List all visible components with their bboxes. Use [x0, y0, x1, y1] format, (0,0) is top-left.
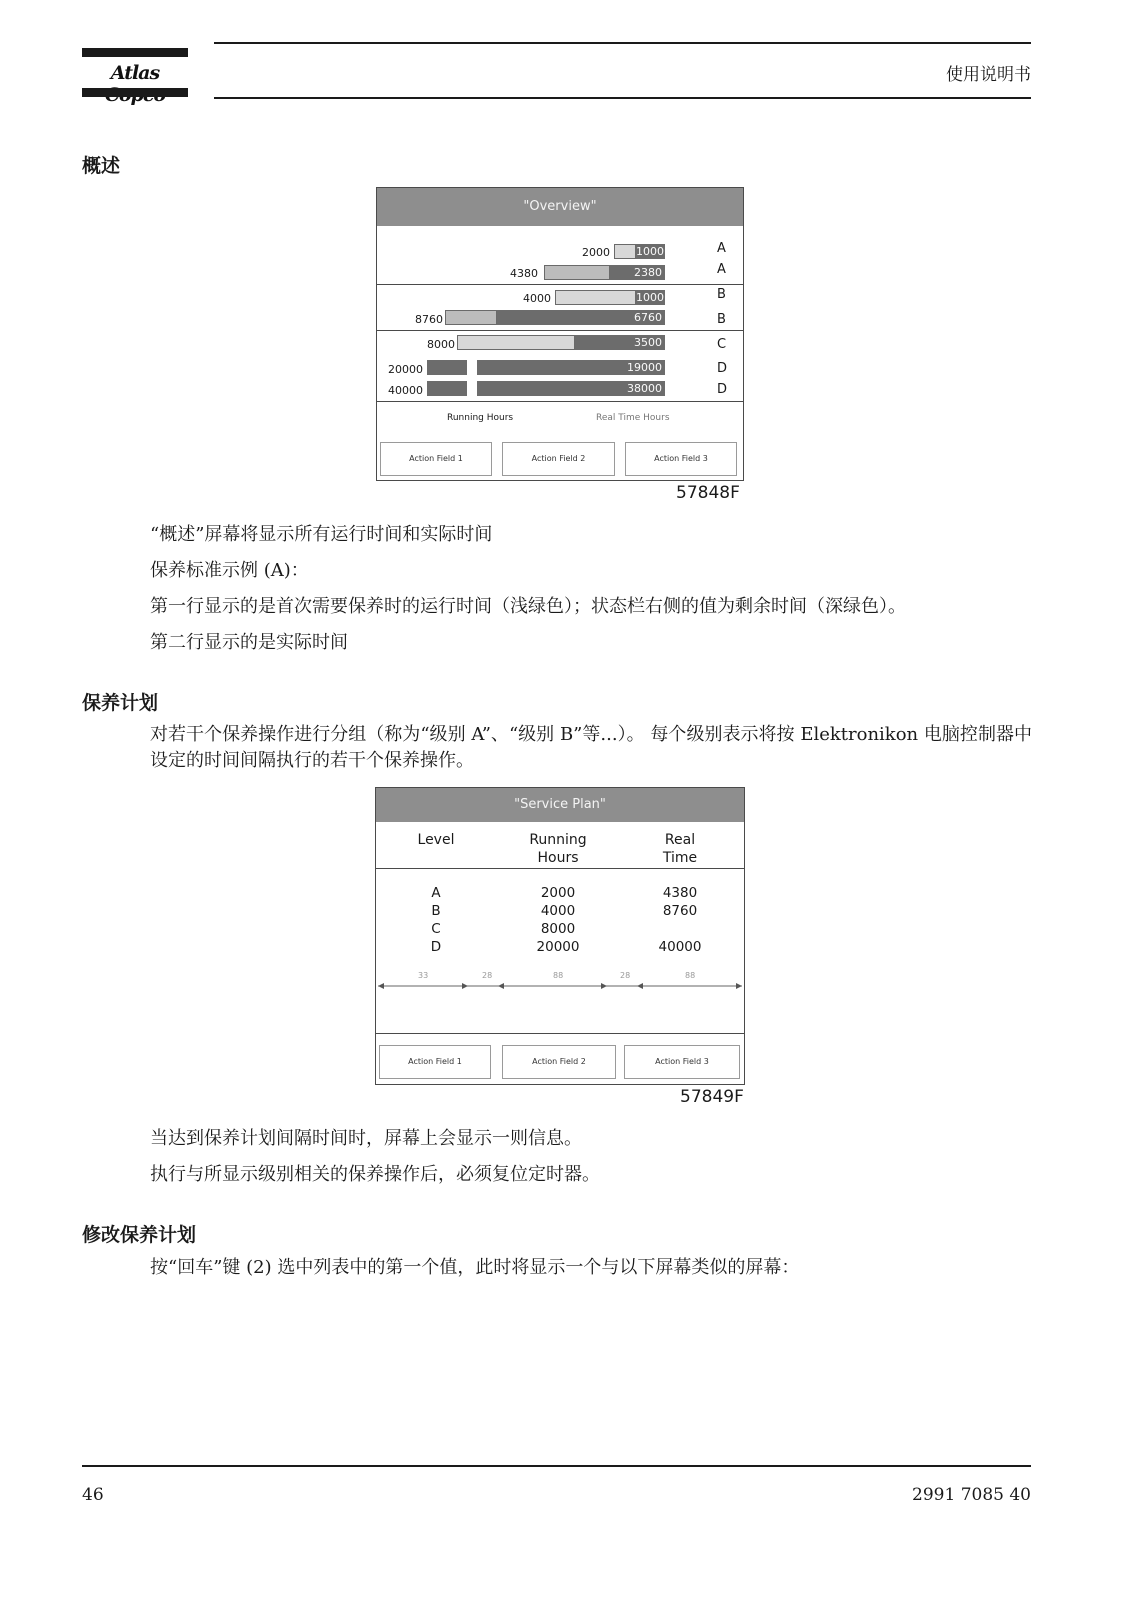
running-hours-legend: Running Hours: [447, 413, 514, 423]
running-hours-value: 20000: [536, 939, 580, 955]
service-plan-header-divider: [376, 868, 744, 869]
overview-running-bar: [614, 244, 636, 259]
real-time-value: 4380: [662, 885, 698, 901]
logo-top-bar: [82, 48, 188, 57]
column-width-annotation: 28: [482, 971, 493, 980]
running-hours-value: 2000: [540, 885, 576, 901]
column-header-line: Time: [662, 850, 698, 866]
overview-remaining-bar: 1000: [636, 245, 664, 258]
overview-row-divider: [377, 330, 743, 331]
action-field-1-button[interactable]: Action Field 1: [379, 1045, 491, 1079]
service-plan-paragraph: 执行与所显示级别相关的保养操作后，必须复位定时器。: [150, 1164, 600, 1185]
overview-total-value: 2000: [582, 246, 610, 259]
level-value: C: [431, 921, 441, 937]
atlas-copco-logo: [82, 48, 188, 100]
overview-paragraph: 第二行显示的是实际时间: [150, 632, 348, 653]
overview-level-letter: D: [717, 361, 728, 376]
column-header-line: Running: [529, 832, 587, 848]
action-field-3-button[interactable]: Action Field 3: [625, 442, 737, 476]
level-value: D: [430, 939, 442, 955]
level-column: [396, 884, 476, 956]
logo-wordmark: Atlas: [110, 62, 160, 84]
column-width-annotation: 28: [620, 971, 631, 980]
service-plan-footer-divider: [376, 1033, 744, 1034]
overview-remaining-bar: 3500: [575, 335, 665, 350]
service-plan-intro: 对若干个保养操作进行分组（称为“级别 A”、“级别 B”等...）。 每个级别表示将按 Elektronikon 电脑控制器中设定的时间间隔执行的若干个保养操作。: [150, 724, 1032, 771]
service-plan-title-bar: "Service Plan": [376, 788, 744, 822]
action-field-2-button[interactable]: Action Field 2: [502, 442, 615, 476]
overview-legend-divider: [377, 401, 743, 402]
overview-level-letter: A: [717, 262, 726, 277]
level-value: B: [431, 903, 441, 919]
overview-running-bar: [544, 265, 610, 280]
running-hours-value: 8000: [540, 921, 576, 937]
overview-level-letter: A: [717, 241, 726, 256]
section-heading-service-plan: 保养计划: [82, 692, 159, 714]
figure-code-service-plan: 57849F: [680, 1087, 744, 1107]
overview-running-bar: [427, 360, 467, 375]
section-heading-modify-service-plan: 修改保养计划: [82, 1224, 197, 1246]
real-time-value: 40000: [658, 939, 702, 955]
overview-level-letter: C: [717, 337, 727, 352]
column-width-annotation: 33: [418, 971, 429, 980]
overview-total-value: 40000: [388, 384, 423, 397]
column-header-level: [396, 831, 476, 849]
overview-level-letter: B: [717, 312, 726, 327]
column-header-real-time: [640, 831, 720, 867]
real-time-column: [640, 884, 720, 956]
section-heading-overview: 概述: [82, 155, 121, 177]
overview-paragraph: “概述”屏幕将显示所有运行时间和实际时间: [150, 524, 493, 545]
level-value: A: [431, 885, 441, 901]
overview-paragraph: 保养标准示例 (A)：: [150, 560, 309, 581]
real-time-value: [640, 920, 720, 938]
column-width-annotation: 88: [553, 971, 564, 980]
overview-level-letter: B: [717, 287, 726, 302]
footer-rule: [82, 1465, 1031, 1467]
action-field-2-button[interactable]: Action Field 2: [502, 1045, 616, 1079]
overview-running-bar: [445, 310, 497, 325]
action-field-3-button[interactable]: Action Field 3: [624, 1045, 740, 1079]
overview-total-value: 8760: [415, 313, 443, 326]
document-number: 2991 7085 40: [912, 1485, 1031, 1505]
action-field-1-button[interactable]: Action Field 1: [380, 442, 492, 476]
modify-plan-paragraph: 按“回车”键 (2) 选中列表中的第一个值，此时将显示一个与以下屏幕类似的屏幕：: [150, 1257, 800, 1278]
overview-total-value: 8000: [427, 338, 455, 351]
overview-running-bar: [427, 381, 467, 396]
overview-running-bar: [457, 335, 575, 350]
overview-row-divider: [377, 284, 743, 285]
page-number: 46: [82, 1485, 104, 1505]
real-time-hours-legend: Real Time Hours: [596, 413, 670, 423]
logo-bottom-bar: [82, 88, 188, 97]
overview-paragraph: 第一行显示的是首次需要保养时的运行时间（浅绿色）；状态栏右侧的值为剩余时间（深绿色）。: [150, 596, 906, 617]
running-hours-column: [518, 884, 598, 956]
header-bottom-rule: [214, 97, 1031, 99]
column-header-line: Real: [664, 832, 696, 848]
overview-title-bar: "Overview": [377, 188, 743, 226]
column-width-annotation: 88: [685, 971, 696, 980]
document-type-label: 使用说明书: [946, 65, 1031, 85]
column-width-dimension-line: [376, 980, 744, 992]
real-time-value: 8760: [662, 903, 698, 919]
overview-level-letter: D: [717, 382, 728, 397]
header-top-rule: [214, 42, 1031, 44]
overview-remaining-bar: 6760: [497, 310, 665, 325]
overview-total-value: 20000: [388, 363, 423, 376]
running-hours-value: 4000: [540, 903, 576, 919]
service-plan-paragraph: 当达到保养计划间隔时间时，屏幕上会显示一则信息。: [150, 1128, 582, 1149]
overview-remaining-bar: 19000: [477, 360, 665, 375]
column-header-line: Level: [417, 832, 455, 848]
figure-code-overview: 57848F: [676, 483, 740, 503]
column-header-line: Hours: [537, 850, 579, 866]
overview-screen: [376, 187, 744, 481]
overview-remaining-bar: 38000: [477, 381, 665, 396]
overview-remaining-bar: 1000: [636, 291, 664, 304]
overview-remaining-bar: 2380: [610, 265, 665, 280]
overview-total-value: 4380: [510, 267, 538, 280]
service-plan-screen: [375, 787, 745, 1085]
overview-running-bar: [555, 290, 636, 305]
overview-total-value: 4000: [523, 292, 551, 305]
column-header-running-hours: [518, 831, 598, 867]
